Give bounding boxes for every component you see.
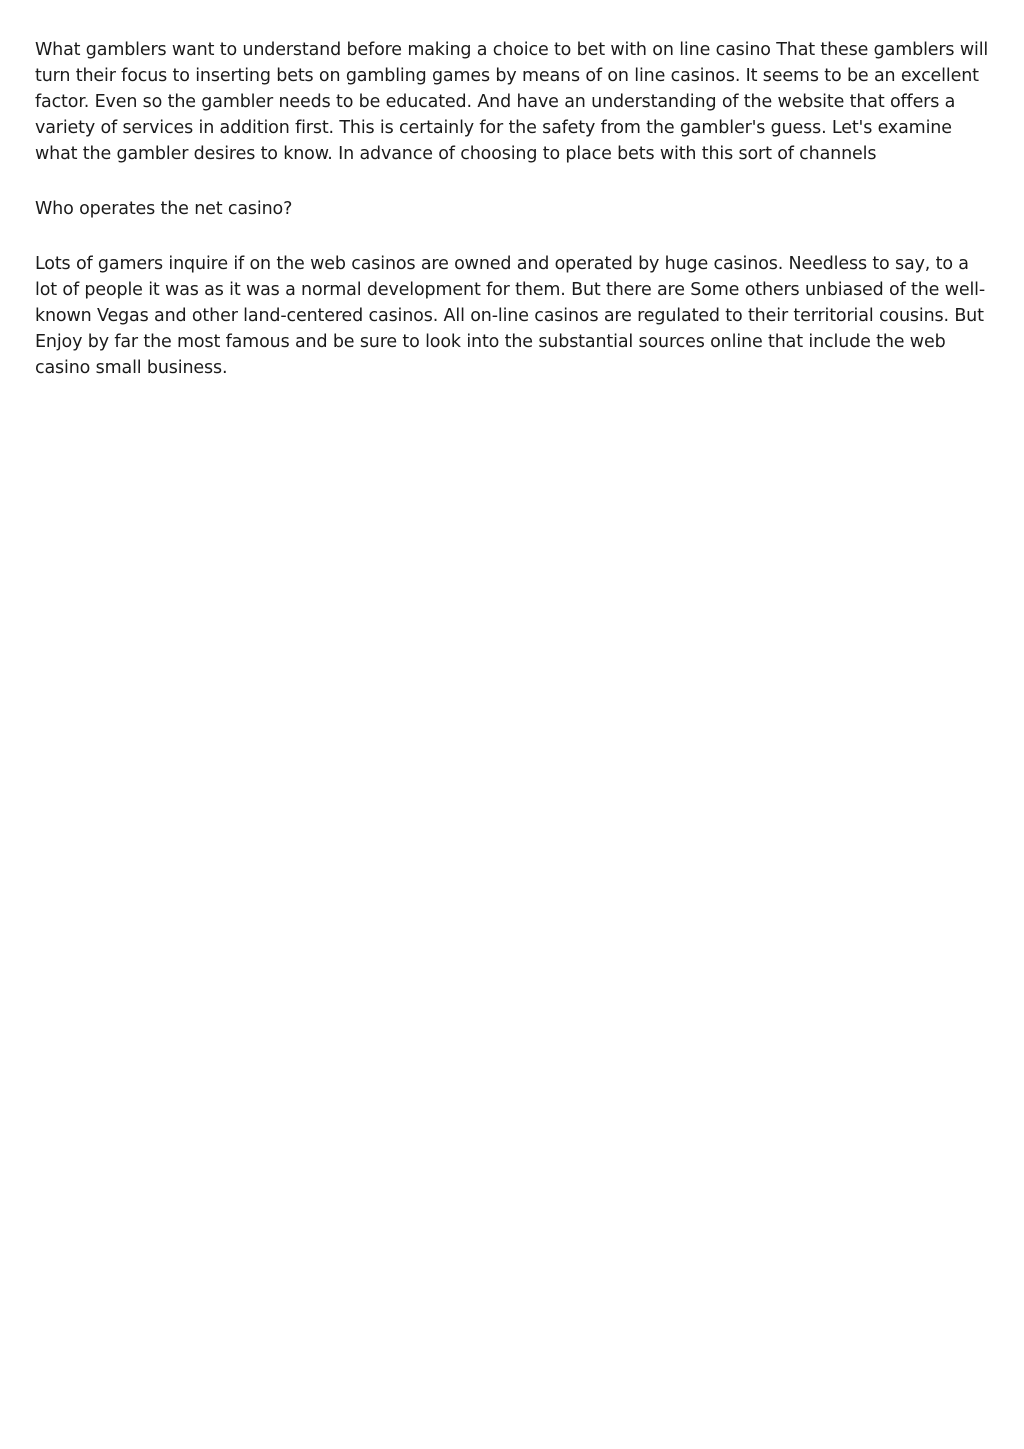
- body-paragraph: Lots of gamers inquire if on the web casinos are owned and operated by huge casinos. Needless to say, to a lot of people it was as it was a normal development for them. But there are Some others unbiased of the well-known Vegas and other land-centered casinos. All on-line casinos are regulated to their territorial cousins. But Enjoy by far the most famous and be sure to look into the substantial sources online that include the web casino small business.: [35, 254, 986, 378]
- intro-paragraph: What gamblers want to understand before making a choice to bet with on line casino That these gamblers will turn their focus to inserting bets on gambling games by means of on line casinos. It seems to be an excellent factor. Even so the gambler needs to be educated. And have an understanding of the website that offers a variety of services in addition first. This is certainly for the safety from the gambler's guess. Let's examine what the gambler desires to know. In advance of choosing to place bets with this sort of channels: [35, 40, 989, 164]
- document-body: [35, 37, 989, 410]
- section-heading: Who operates the net casino?: [35, 199, 293, 219]
